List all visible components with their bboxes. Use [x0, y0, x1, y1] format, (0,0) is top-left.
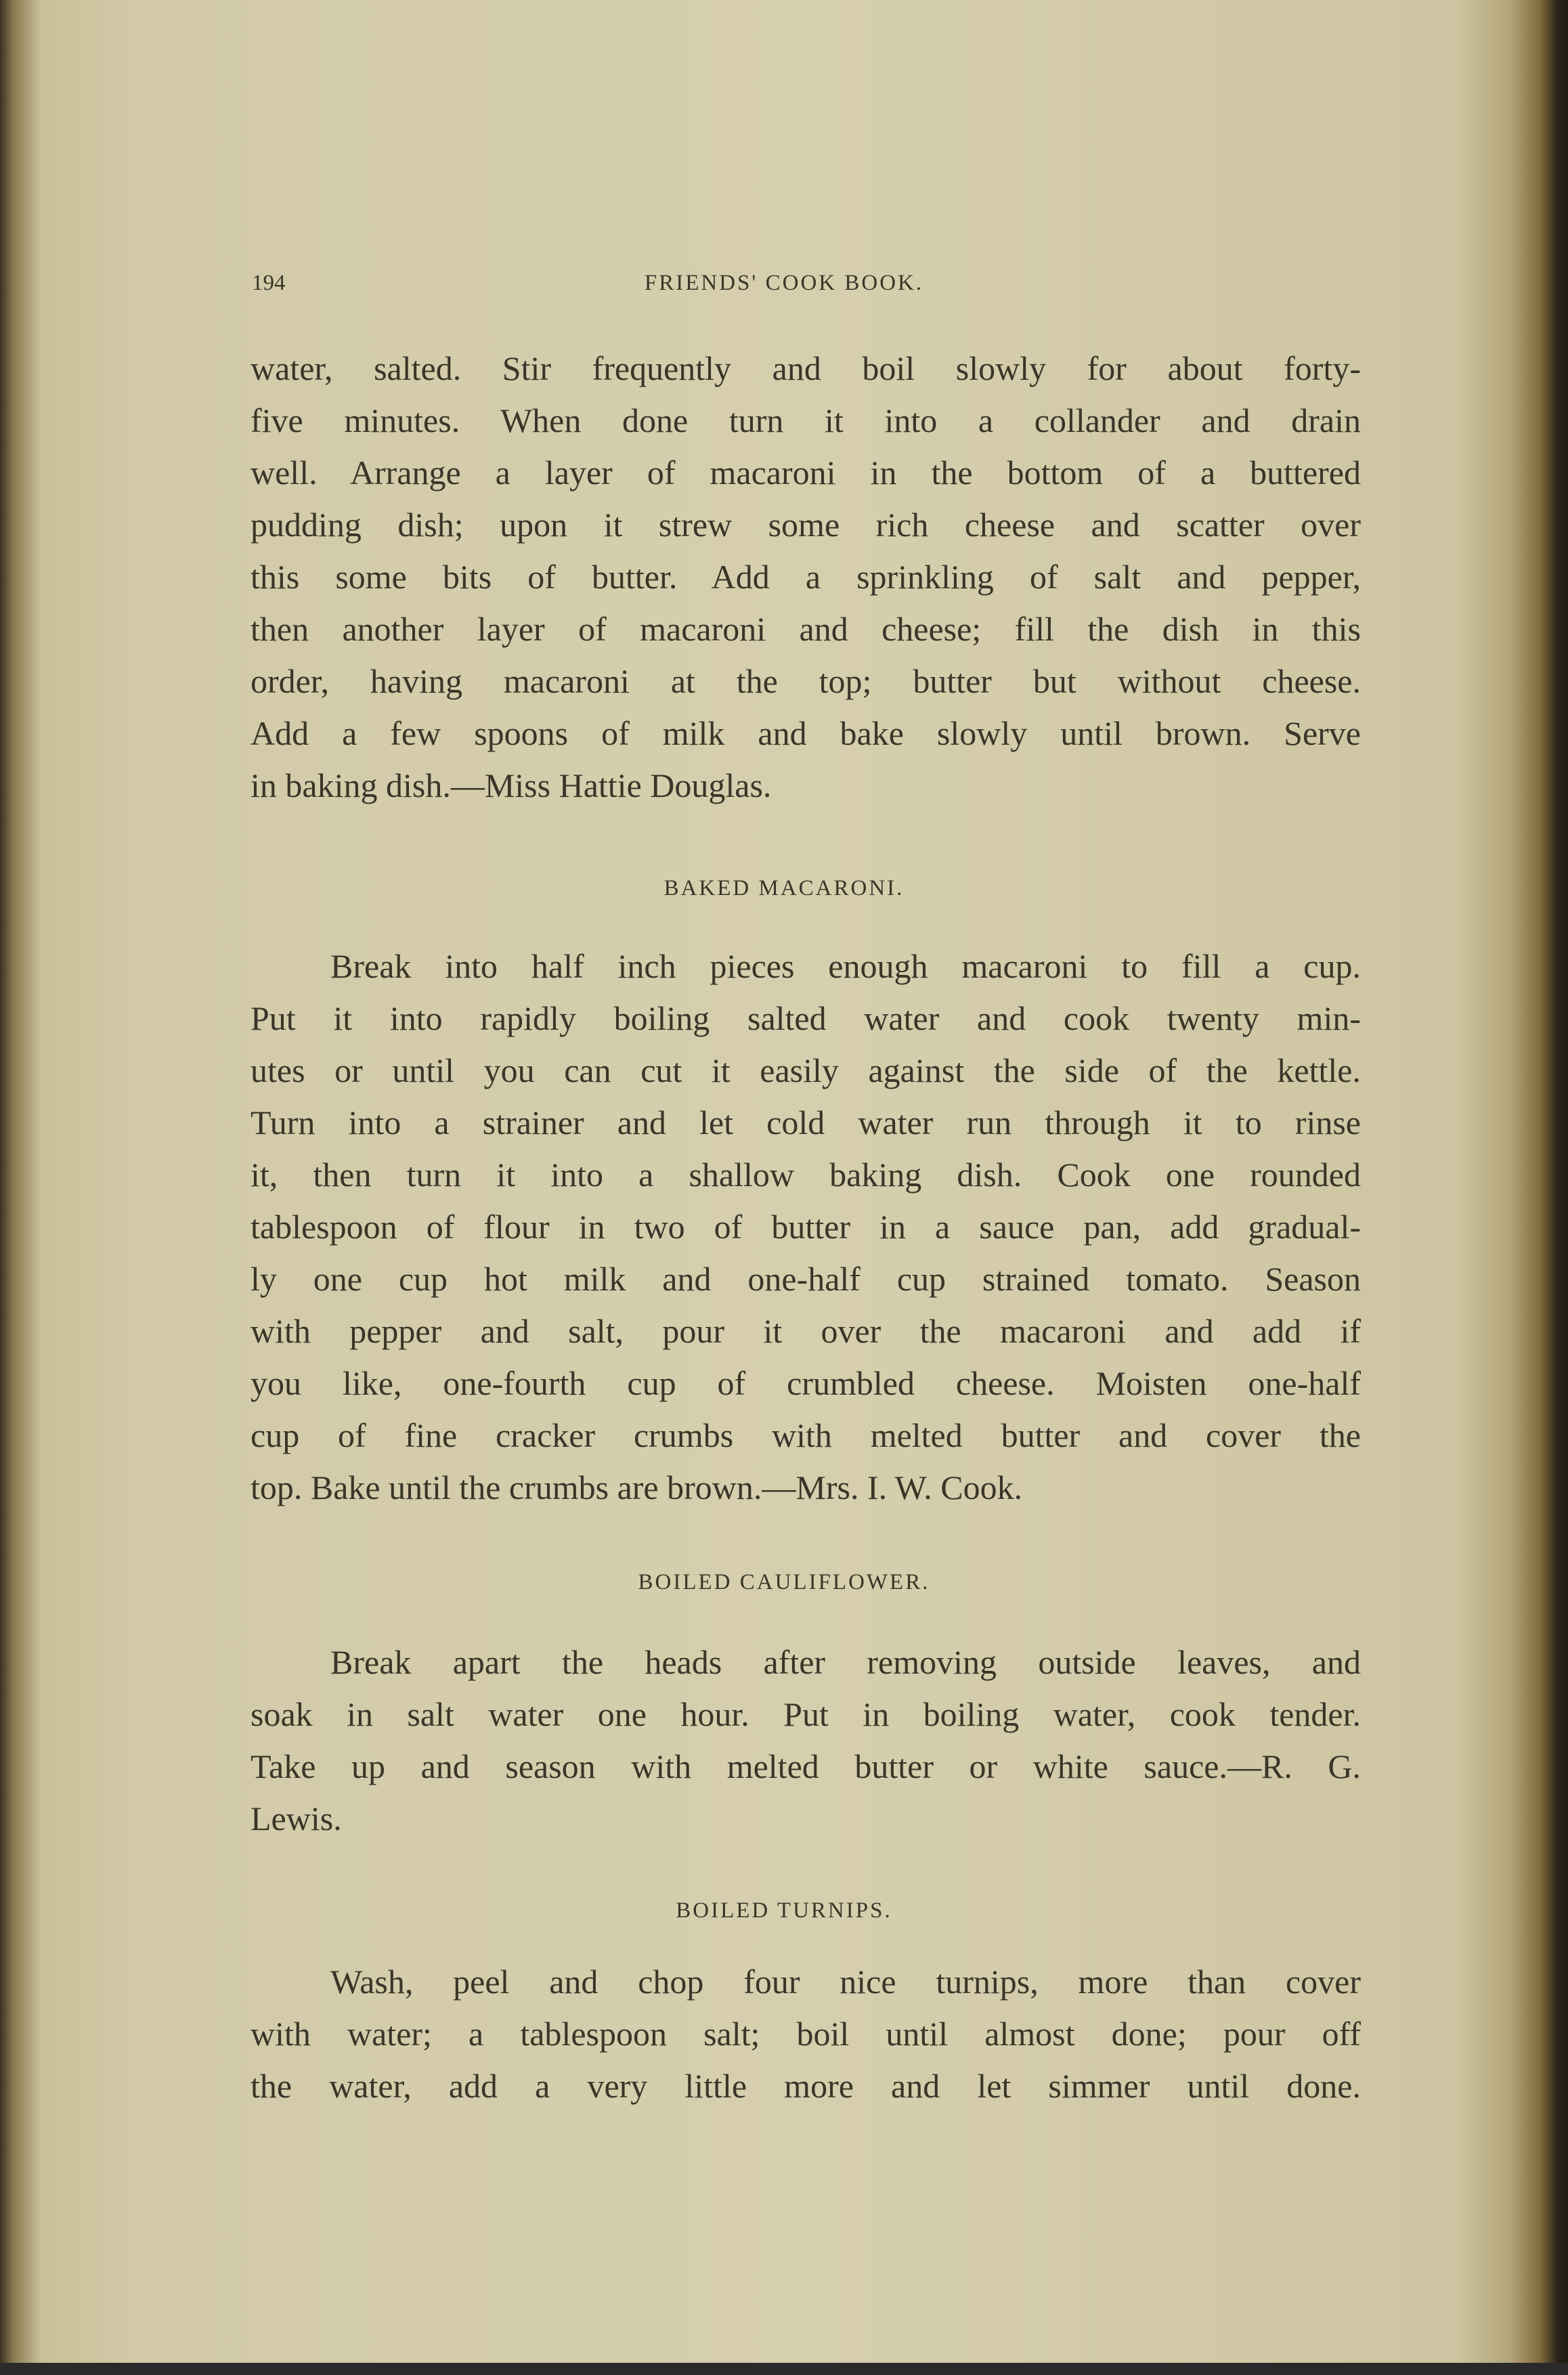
text-line: water, salted. Stir frequently and boil slowly for about forty- [251, 349, 1361, 387]
text-line: Lewis. [251, 1800, 342, 1837]
text-line: cup of fine cracker crumbs with melted butter and cover the [251, 1416, 1361, 1454]
heading-baked-macaroni: BAKED MACARONI. [663, 876, 905, 900]
recipe-boiled-cauliflower [251, 1636, 1361, 1845]
heading-boiled-cauliflower: BOILED CAULIFLOWER. [638, 1570, 930, 1594]
heading-boiled-turnips: BOILED TURNIPS. [676, 1898, 892, 1923]
text-line: Break into half inch pieces enough macaroni to fill a cup. [330, 947, 1361, 985]
text-line: top. Bake until the crumbs are brown.—Mrs. I. W. Cook. [251, 1468, 1023, 1506]
text-line: well. Arrange a layer of macaroni in the bottom of a buttered [251, 454, 1361, 492]
text-line: with pepper and salt, pour it over the macaroni and add if [251, 1312, 1361, 1350]
page-number: 194 [252, 271, 286, 295]
page-bottom-edge [0, 2363, 1568, 2375]
text-line: Break apart the heads after removing outside leaves, and [330, 1643, 1361, 1681]
text-line: Wash, peel and chop four nice turnips, more than cover [330, 1963, 1361, 2001]
text-line: the water, add a very little more and let simmer until done. [251, 2067, 1361, 2105]
text-line: pudding dish; upon it strew some rich cheese and scatter over [251, 506, 1361, 544]
recipe-continued [251, 343, 1361, 812]
text-line: order, having macaroni at the top; butter but without cheese. [251, 662, 1361, 700]
text-line: five minutes. When done turn it into a collander and drain [251, 401, 1361, 439]
text-line: Put it into rapidly boiling salted water and cook twenty min- [251, 999, 1361, 1037]
text-line: it, then turn it into a shallow baking dish. Cook one rounded [251, 1156, 1361, 1194]
recipe-boiled-turnips [251, 1956, 1361, 2112]
recipe-baked-macaroni [251, 940, 1361, 1513]
text-line: ly one cup hot milk and one-half cup strained tomato. Season [251, 1260, 1361, 1298]
text-line: with water; a tablespoon salt; boil until almost done; pour off [251, 2015, 1361, 2053]
text-line: then another layer of macaroni and cheese; fill the dish in this [251, 610, 1361, 648]
running-title: FRIENDS' COOK BOOK. [644, 271, 924, 295]
text-line: utes or until you can cut it easily against the side of the kettle. [251, 1051, 1361, 1089]
text-line: this some bits of butter. Add a sprinkling of salt and pepper, [251, 558, 1361, 596]
text-line: in baking dish.—Miss Hattie Douglas. [251, 766, 772, 804]
text-line: Add a few spoons of milk and bake slowly until brown. Serve [251, 714, 1361, 752]
text-line: Take up and season with melted butter or white sauce.—R. G. [251, 1747, 1361, 1785]
text-line: you like, one-fourth cup of crumbled cheese. Moisten one-half [251, 1364, 1361, 1402]
text-line: soak in salt water one hour. Put in boiling water, cook tender. [251, 1695, 1361, 1733]
text-line: Turn into a strainer and let cold water run through it to rinse [251, 1104, 1361, 1141]
text-line: tablespoon of flour in two of butter in a sauce pan, add gradual- [251, 1208, 1361, 1246]
